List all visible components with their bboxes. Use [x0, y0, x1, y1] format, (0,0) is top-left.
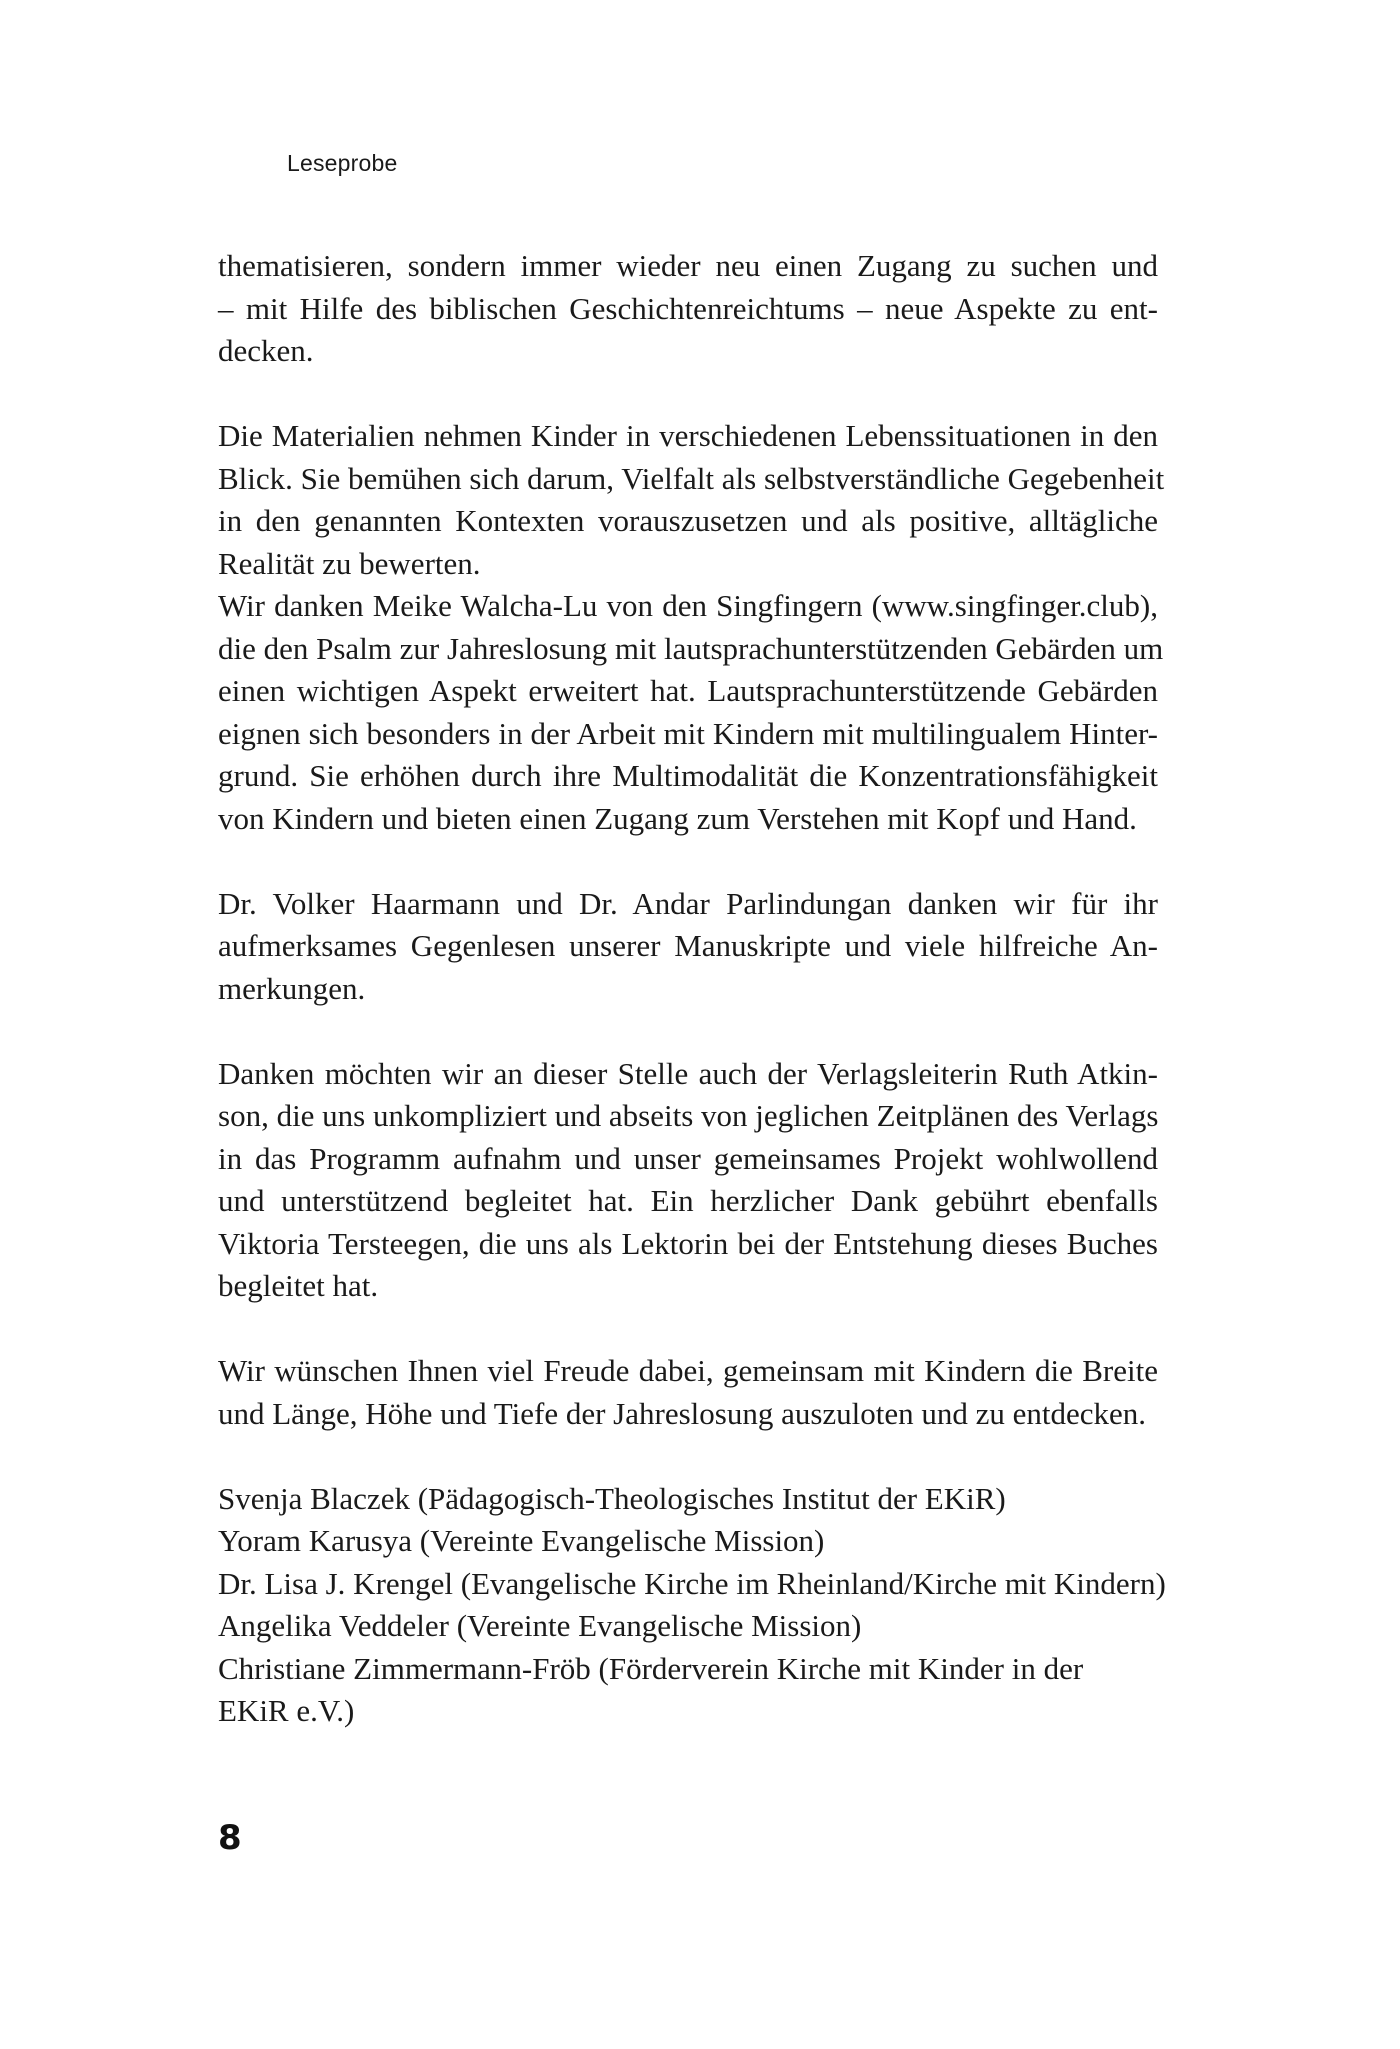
paragraph — [218, 1350, 1158, 1435]
text-line: Blick. Sie bemühen sich darum, Vielfalt als selbstverständliche Gegebenheit — [218, 460, 1165, 496]
text-line: von Kindern und bieten einen Zugang zum Verstehen mit Kopf und Hand. — [218, 800, 1137, 836]
text-line: Wir danken Meike Walcha-Lu von den Singfingern (www.singfinger.club), — [218, 588, 1158, 623]
text-line: in den genannten Kontexten vorauszusetzen und als positive, alltägliche — [218, 503, 1158, 538]
signatory: Svenja Blaczek (Pädagogisch-Theologisches Institut der EKiR) — [218, 1480, 1006, 1516]
text-line: und unterstützend begleitet hat. Ein herzlicher Dank gebührt ebenfalls — [218, 1183, 1158, 1218]
text-line: in das Programm aufnahm und unser gemeinsames Projekt wohlwollend — [218, 1140, 1158, 1176]
paragraph — [218, 1053, 1158, 1308]
text-line: Dr. Volker Haarmann und Dr. Andar Parlindungan danken wir für ihr — [218, 885, 1158, 921]
text-line: thematisieren, sondern immer wieder neu einen Zugang zu suchen und — [218, 248, 1158, 283]
paragraph — [218, 585, 1164, 840]
signatories-list — [218, 1478, 1166, 1733]
paragraph-gap — [218, 1308, 1158, 1351]
text-line: aufmerksames Gegenlesen unserer Manuskripte und viele hilfreiche An- — [218, 928, 1158, 963]
text-line: die den Psalm zur Jahreslosung mit lautsprachunterstützenden Gebärden um — [218, 630, 1164, 666]
text-line: Die Materialien nehmen Kinder in verschiedenen Lebenssituationen in den — [218, 418, 1158, 453]
signatory: Angelika Veddeler (Vereinte Evangelische Mission) — [218, 1608, 862, 1643]
text-line: decken. — [218, 333, 314, 368]
paragraph-gap — [218, 373, 1158, 416]
text-line: eignen sich besonders in der Arbeit mit Kindern mit multilingualem Hinter- — [218, 715, 1158, 751]
body-text — [218, 245, 1166, 1733]
paragraph-gap — [218, 1010, 1158, 1053]
paragraph — [218, 245, 1158, 373]
text-line: – mit Hilfe des biblischen Geschichtenreichtums – neue Aspekte zu ent- — [218, 290, 1158, 326]
paragraph — [218, 415, 1165, 585]
signatory: Dr. Lisa J. Krengel (Evangelische Kirche im Rheinland/Kirche mit Kindern) — [218, 1565, 1166, 1601]
signatory: EKiR e.V.) — [218, 1693, 355, 1728]
text-line: begleitet hat. — [218, 1268, 379, 1303]
text-line: merkungen. — [218, 970, 366, 1006]
signatory: Christiane Zimmermann-Fröb (Förderverein Kirche mit Kinder in der — [218, 1650, 1084, 1686]
text-line: Viktoria Tersteegen, die uns als Lektorin bei der Entstehung dieses Buches — [218, 1225, 1158, 1261]
text-line: grund. Sie erhöhen durch ihre Multimodalität die Konzentrationsfähigkeit — [218, 758, 1158, 793]
text-line: son, die uns unkompliziert und abseits von jeglichen Zeitplänen des Verlags — [218, 1098, 1159, 1133]
page-number: 8 — [218, 1818, 242, 1858]
paragraph-gap — [218, 840, 1158, 883]
running-header: Leseprobe — [287, 150, 398, 176]
signatory: Yoram Karusya (Vereinte Evangelische Mission) — [218, 1523, 825, 1558]
text-line: einen wichtigen Aspekt erweitert hat. Lautsprachunterstützende Gebärden — [218, 673, 1158, 708]
paragraph — [218, 883, 1158, 1011]
text-line: Danken möchten wir an dieser Stelle auch der Verlagsleiterin Ruth Atkin- — [218, 1055, 1158, 1091]
text-line: Realität zu bewerten. — [218, 545, 481, 581]
text-line: und Länge, Höhe und Tiefe der Jahreslosung auszuloten und zu entdecken. — [218, 1395, 1147, 1431]
text-line: Wir wünschen Ihnen viel Freude dabei, gemeinsam mit Kindern die Breite — [218, 1353, 1158, 1388]
paragraph-gap — [218, 1435, 1158, 1478]
